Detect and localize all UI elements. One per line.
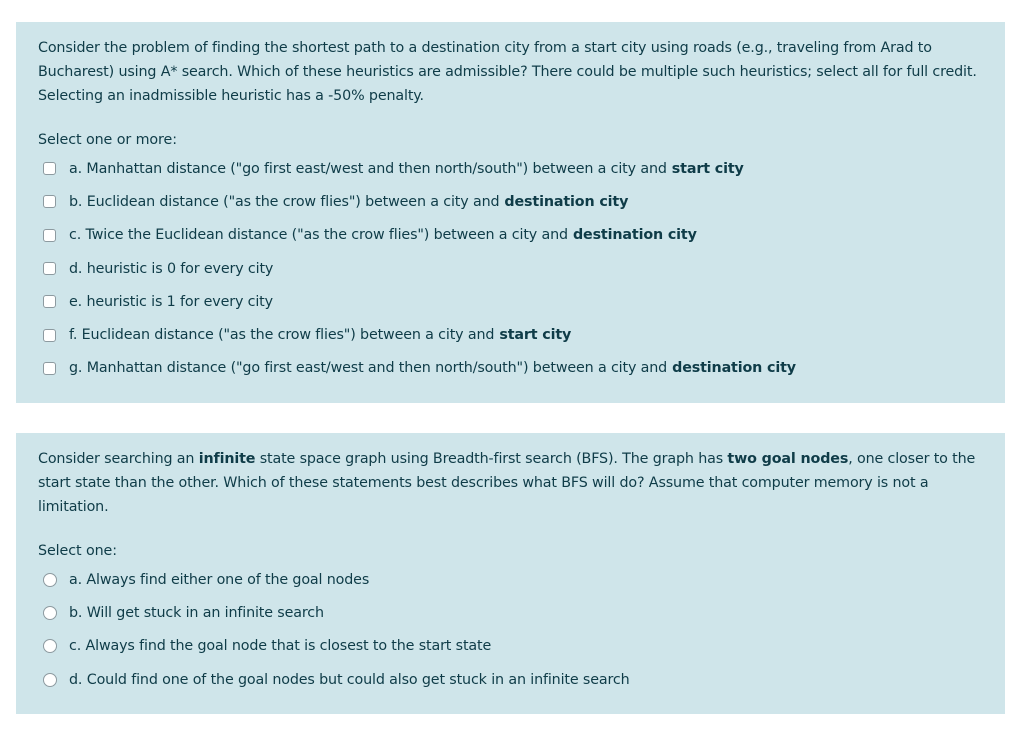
answer-option-b[interactable]	[38, 596, 983, 629]
option-text: Twice the Euclidean distance ("as the crow flies") between a city and	[85, 227, 568, 244]
question-2-prompt: Select one:	[38, 543, 117, 559]
option-letter: b.	[69, 604, 83, 621]
option-letter: c.	[69, 227, 82, 244]
option-bold-text: start city	[499, 327, 572, 344]
bold-infinite: infinite	[198, 451, 256, 467]
checkbox-icon[interactable]	[43, 229, 56, 242]
checkbox-icon[interactable]	[43, 262, 56, 275]
option-letter: f.	[69, 327, 78, 344]
option-letter: a.	[69, 160, 83, 177]
question-2-answers	[38, 563, 983, 696]
option-text: Will get stuck in an infinite search	[86, 604, 324, 621]
answer-option-a[interactable]	[38, 563, 983, 596]
option-text: heuristic is 0 for every city	[86, 260, 274, 277]
text-segment: Consider searching an	[38, 451, 199, 467]
option-text: Manhattan distance ("go first east/west and then north/south") between a city and	[86, 160, 667, 177]
option-text: heuristic is 1 for every city	[86, 293, 273, 310]
question-1-answers	[38, 152, 983, 385]
radio-icon[interactable]	[43, 606, 57, 620]
option-bold-text: destination city	[504, 193, 629, 210]
option-letter: d.	[69, 260, 83, 277]
option-letter: b.	[69, 193, 83, 210]
option-bold-text: start city	[671, 160, 744, 177]
checkbox-icon[interactable]	[43, 195, 56, 208]
option-text: Euclidean distance ("as the crow flies") between a city and	[86, 193, 500, 210]
question-1-text: Consider the problem of finding the shortest path to a destination city from a start city using roads (e.g., traveling from Arad to Bucharest) using A* search. Which of these heuristics are admissible? There could be multiple such heuristics; select all for full credit. Selecting an inadmissible heuristic has a -50% penalty.	[38, 40, 977, 104]
text-segment: state space graph using Breadth-first search (BFS). The graph has	[255, 451, 728, 467]
answer-option-d[interactable]	[38, 252, 983, 285]
option-text: Could find one of the goal nodes but could also get stuck in an infinite search	[86, 671, 630, 688]
answer-option-f[interactable]	[38, 318, 983, 351]
option-text: Always find either one of the goal nodes	[86, 571, 370, 588]
answer-option-g[interactable]	[38, 352, 983, 385]
checkbox-icon[interactable]	[43, 295, 56, 308]
option-letter: d.	[69, 671, 83, 688]
option-bold-text: destination city	[672, 360, 796, 377]
checkbox-icon[interactable]	[43, 329, 56, 342]
option-letter: e.	[69, 293, 83, 310]
option-text: Always find the goal node that is closest to the start state	[85, 638, 492, 655]
option-letter: c.	[69, 638, 82, 655]
radio-icon[interactable]	[43, 639, 57, 653]
answer-option-c[interactable]	[38, 630, 983, 663]
answer-option-c[interactable]	[38, 219, 983, 252]
checkbox-icon[interactable]	[43, 162, 56, 175]
option-text: Manhattan distance ("go first east/west and then north/south") between a city and	[86, 360, 668, 377]
answer-option-b[interactable]	[38, 185, 983, 218]
option-text: Euclidean distance ("as the crow flies") between a city and	[81, 327, 495, 344]
answer-option-a[interactable]	[38, 152, 983, 185]
checkbox-icon[interactable]	[43, 362, 56, 375]
radio-icon[interactable]	[43, 573, 57, 587]
answer-option-e[interactable]	[38, 285, 983, 318]
text-segment: , one closer to the start state than the other. Which of these statements best describes what BFS will do? Assume that computer memory is not a limitation.	[38, 451, 976, 515]
option-letter: a.	[69, 571, 83, 588]
question-1-prompt: Select one or more:	[38, 132, 177, 148]
question-2-panel	[16, 433, 1005, 714]
option-letter: g.	[69, 360, 83, 377]
option-bold-text: destination city	[572, 227, 697, 244]
question-2-text	[38, 447, 983, 519]
question-1-panel	[16, 22, 1005, 403]
bold-two-goal-nodes: two goal nodes	[727, 451, 849, 467]
answer-option-d[interactable]	[38, 663, 983, 696]
radio-icon[interactable]	[43, 673, 57, 687]
